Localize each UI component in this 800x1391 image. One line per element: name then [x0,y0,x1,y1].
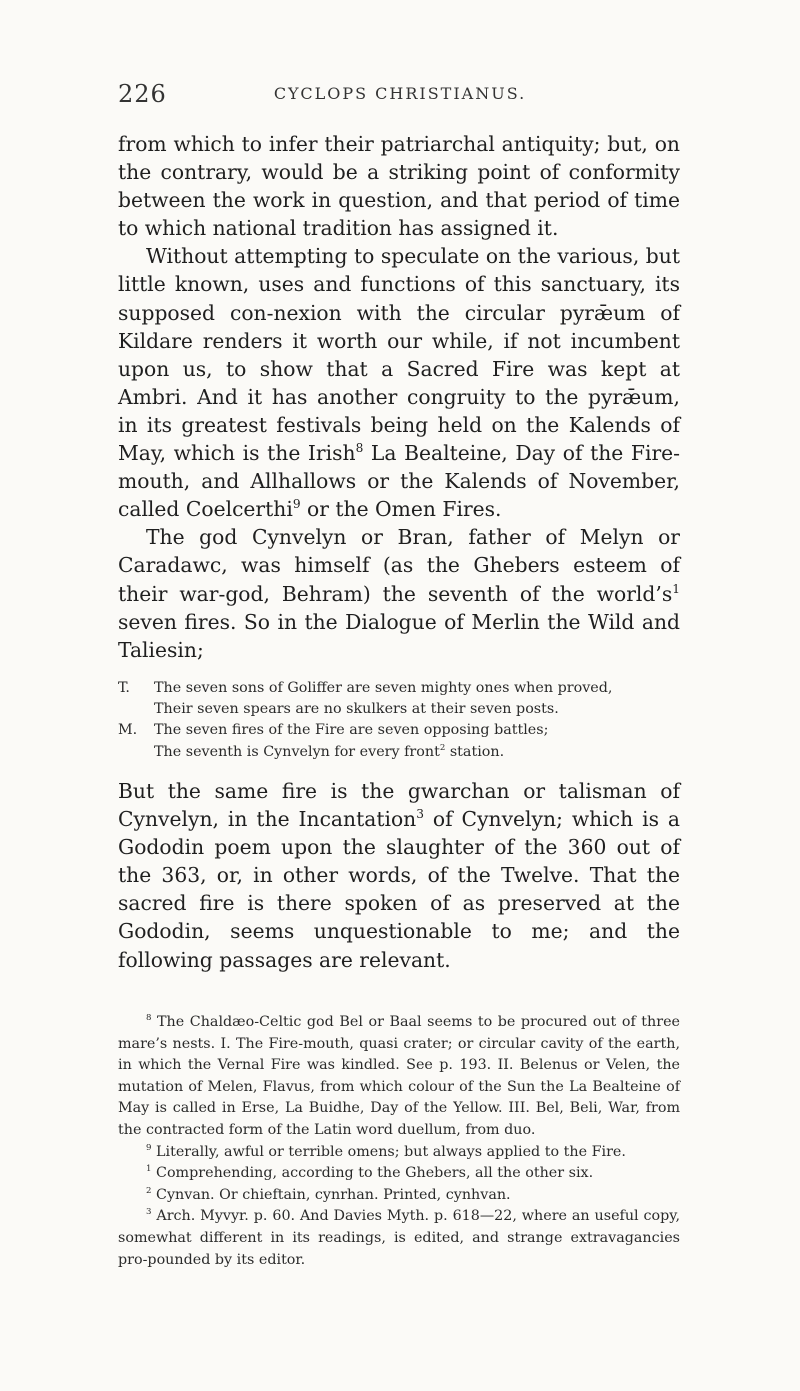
paragraph-2-text-a: Without attempting to speculate on the various, but little known, uses and functions of this sanctuary, its supposed con-nexion with the circular pyrǣum of Kildare renders it worth our while, if not incumbent upon us, to show that a Sacred Fire was kept at Ambri. And it has another congruity to the pyrǣum, in its greatest festivals being held on the Kalends of May, which is the Irish [118,244,680,466]
paragraph-1-text: from which to infer their patriarchal antiquity; but, on the contrary, would be a striking point of conformity between the work in question, and that period of time to which national tradition has assigned it. [118,132,680,241]
verse-text: The seventh is Cynvelyn for every front [154,743,440,760]
footnote-ref-2[interactable]: 2 [439,742,446,753]
footnote-mark: 2 [146,1185,152,1196]
footnote-9 [118,1142,680,1164]
footnote-text: Comprehending, according to the Ghebers, all the other six. [151,1165,594,1182]
paragraph-3-text-a: The god Cynvelyn or Bran, father of Melyn or Caradawc, was himself (as the Ghebers esteem of their war-god, Behram) the seventh of the world’s [118,525,680,606]
footnote-8 [118,1012,680,1142]
footnote-text: Arch. Myvyr. p. 60. And Davies Myth. p. 618—22, where an useful copy, somewhat different in its readings, is edited, and strange extravagancies pro-pounded by its editor. [118,1208,680,1268]
paragraph-4-text-a: But the same fire is the gwarchan or talisman of Cynvelyn, in the Incantation [118,778,680,832]
paragraph-4-text-b: of Cynvelyn; which is a Gododin poem upon the slaughter of the 360 out of the 363, or, in other words, of the Twelve. That the sacred fire is there spoken of as preserved at the Gododin, seems unquestionable to me; and the following passages are relevant. [118,807,680,972]
verse-quotation [118,678,680,763]
running-head [118,80,682,110]
footnote-ref-1[interactable]: 1 [672,581,680,596]
footnote-mark: 1 [146,1164,152,1175]
verse-line [118,678,680,699]
verse-line [118,699,680,720]
footnote-mark: 9 [146,1142,152,1153]
page-number: 226 [118,80,167,108]
running-title: CYCLOPS CHRISTIANUS. [273,84,527,103]
footnote-text: The Chaldæo-Celtic god Bel or Baal seems to be procured out of three mare’s nests. I. The Fire-mouth, quasi crater; or circular cavity of the earth, in which the Vernal Fire was kindled. See p. 193. II. Belenus or Velen, the mutation of Melen, Flavus, from which colour of the Sun the La Bealteine of May is called in Erse, La Buidhe, Day of the Yellow. III. Bel, Beli, War, from the contracted form of the Latin word duellum, from duo. [118,1014,680,1138]
paragraph-2-text-c: or the Omen Fires. [300,497,502,522]
verse-text: Their seven spears are no skulkers at their seven posts. [154,701,559,718]
body-text [118,130,680,974]
paragraph-3-text-b: seven fires. So in the Dialogue of Merlin the Wild and Taliesin; [118,609,680,662]
speaker-m: M. [118,722,138,739]
footnote-text: Cynvan. Or chieftain, cynrhan. Printed, cynhvan. [151,1186,511,1203]
paragraph-2 [118,242,680,523]
paragraph-1 [118,130,680,242]
paragraph-4 [118,777,680,974]
footnote-text: Literally, awful or terrible omens; but always applied to the Fire. [151,1143,626,1160]
paragraph-3 [118,523,680,663]
verse-text: The seven fires of the Fire are seven opposing battles; [154,722,549,739]
speaker-t: T. [118,679,130,696]
footnotes [118,1012,680,1271]
verse-text: station. [445,743,505,760]
footnote-ref-3[interactable]: 3 [416,807,424,822]
footnote-mark: 8 [146,1013,152,1024]
verse-line [118,742,680,763]
footnote-3 [118,1206,680,1271]
footnote-2 [118,1185,680,1207]
footnote-ref-8[interactable]: 8 [355,441,364,456]
footnote-1 [118,1163,680,1185]
footnote-mark: 3 [146,1207,152,1218]
footnote-ref-9[interactable]: 9 [292,497,301,512]
paragraph-2-text-b: La Bealteine, Day of the Fire-mouth, and Allhallows or the Kalends of November, called Coelcerthi [118,441,680,522]
verse-line [118,720,680,741]
verse-text: The seven sons of Goliffer are seven mighty ones when proved, [154,679,613,696]
